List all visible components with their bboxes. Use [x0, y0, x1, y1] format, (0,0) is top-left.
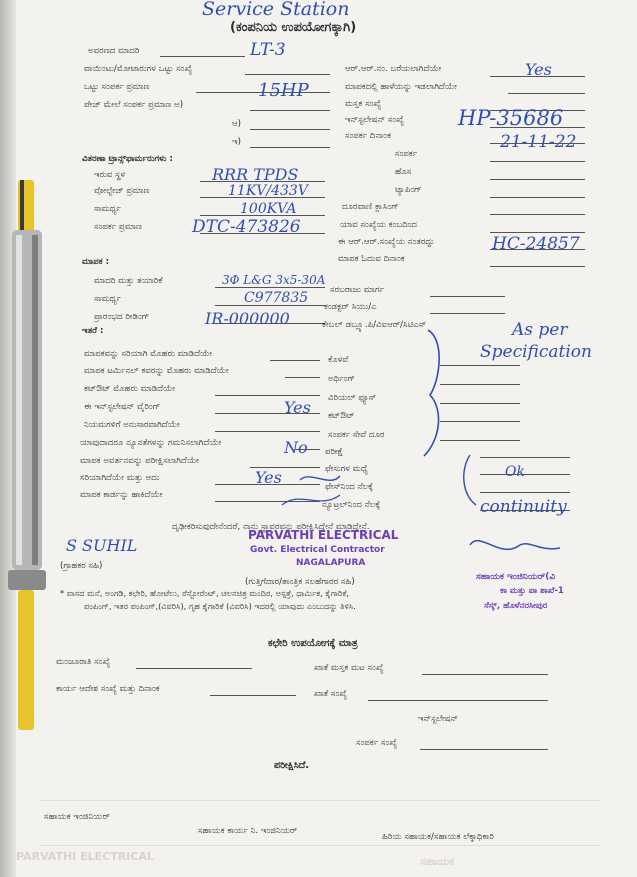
label-meter-reading-date: ಮಾಪಕ ಓದುವ ದಿನಾಂಕ — [338, 254, 405, 264]
label-total-load: ವಾಯಿಂಟು/ಮೋಟಾರುಗಳ ಒಟ್ಟು ಸಂಖ್ಯೆ — [84, 64, 193, 74]
bracket-mark-2 — [464, 455, 476, 505]
label-tariff: ಅವರಣದ ಮಾದರಿ — [88, 46, 140, 56]
note-line-2: ಪಂಪಿಂಗ್, ಇತರ ಪಂಪಿಂಗ್,(ವಿವರಿಸಿ), ಗೃಹ ಕೈಗಾರಿಕೆ (ವಿವರಿಸಿ) ಇದರಲ್ಲಿ ಯಾವುದು ಎಂಬುದನ್ನು ತಿಳಿಸಿ. — [84, 601, 356, 611]
label-conductor: ಕಂಡಕ್ಟರ್ ಸಿಯು/ಎ — [324, 302, 377, 312]
label-q8: ಸರಿಯಾಗಿದೆಯೇ ಮತ್ತು ಅದು — [80, 473, 160, 483]
label-q4: ಈ ಇನ್‌ಸ್ಟಲೇಷನ್ ವೈರಿಂಗ್ — [84, 402, 161, 412]
ghost-kannada-text: ಸಹಾಯಕ — [420, 855, 455, 868]
engineer-signature-scribble — [470, 541, 560, 550]
label-phase-b: ಆ) — [232, 119, 242, 129]
pen-object — [4, 180, 50, 740]
label-meter-make: ಮಾದರಿ ಮತ್ತು ತಯಾರಿಕೆ — [94, 276, 163, 286]
label-connection: ಸಂಪರ್ಕ — [395, 149, 418, 159]
label-cutout: ಕಟ್‌ಔಟ್ — [328, 411, 355, 421]
label-phone-line: ದೂರವಾಣಿ ಕ್ಲಾಸಿಂಗ್ — [342, 202, 399, 212]
label-meter-seal: ಮಾಪಕದಲ್ಲಿ ಹಾಳೆಯನ್ನು ಇಡಲಾಗಿದೆಯೇ — [345, 82, 457, 92]
stamp-line-1: PARVATHI ELECTRICAL — [248, 528, 399, 542]
hw-initial-reading: IR-000000 — [205, 309, 290, 328]
hw-connection-date: 21-11-22 — [500, 132, 577, 152]
label-q9: ಮಾಪಕ ಕಾರ್ಡನ್ನು ಹಾಕಿದೆಯೇ — [80, 490, 163, 500]
label-neutral-earth: ನ್ಯೂಟ್ರಲ್‌ನಿಂದ ನೆಲಕ್ಕೆ — [322, 500, 381, 510]
label-account-number: ಖಾತೆ ಸಂಖ್ಯೆ — [314, 689, 348, 699]
stamp-line-3: NAGALAPURA — [296, 558, 366, 568]
label-location: ಇರುವ ಸ್ಥಳ — [94, 170, 126, 180]
form-title: (ಕಂಪನಿಯ ಉಪಯೋಗಕ್ಕಾಗಿ) — [230, 20, 357, 35]
hw-installation-number: HP-35686 — [458, 106, 564, 130]
hw-connection-rating: DTC-473826 — [192, 217, 301, 237]
label-service-distance: ಸಂಪರ್ಕ ಸೇವೆ ದೂರ — [328, 430, 385, 440]
hw-voltage: 11KV/433V — [228, 183, 308, 199]
hw-capacity: 100KVA — [240, 201, 297, 217]
hw-specification: Specification — [480, 342, 592, 362]
label-which-pole: ಯಾವ ಸಂಖ್ಯೆಯ ಕಂಬದಿಂದ — [340, 220, 417, 230]
transformer-heading: ವಿತರಣಾ ಟ್ರಾನ್ಸ್‌ಫಾರ್ಮರುಗಳು : — [82, 154, 173, 164]
handwritten-service-station: Service Station — [202, 0, 350, 20]
label-phase-c: ಇ) — [232, 137, 241, 147]
label-meter-capacity: ಸಾಮರ್ಥ್ಯ — [94, 294, 121, 304]
hw-meter-capacity: C977835 — [244, 290, 309, 306]
label-q1: ಮಾಪಕವನ್ನು ಸರಿಯಾಗಿ ಮೊಹರು ಮಾಡಿದೆಯೇ — [84, 349, 213, 359]
hw-tariff: LT-3 — [250, 40, 286, 60]
checked-label: ಪರೀಕ್ಷಿಸಿದೆ. — [274, 760, 309, 771]
label-phase-a: ಪೇಜ್ ಮೇಲೆ ಸಂಪರ್ಕ ಪ್ರಮಾಣ ಅ) — [84, 100, 184, 110]
pen-shadow — [32, 235, 38, 565]
hw-ok: Ok — [505, 464, 525, 480]
label-q3: ಕಟ್‌ಔಟ್ ಮೊಹರು ಮಾಡಿದೆಯೇ — [84, 384, 176, 394]
hw-after-rr: HC-24857 — [492, 234, 580, 254]
label-voltage: ವೋಲ್ಟೇಜ್ ಪ್ರಮಾಣ — [94, 186, 150, 196]
label-book-number: ಮಸ್ತಕ ಸಂಖ್ಯೆ — [345, 99, 382, 109]
label-total-connected-load: ಒಟ್ಟು ಸಂಪರ್ಕ ಪ್ರಮಾಣ — [84, 82, 150, 92]
pen-highlight — [16, 235, 22, 565]
hw-consumer-signature: S SUHIL — [66, 536, 138, 555]
label-new: ಹೊಸ — [395, 167, 412, 177]
label-q7: ಮಾಪಕ ಅವರ್ತನವನ್ನು ಪರೀಕ್ಷಿಸಲಾಗಿದೆಯೇ — [80, 456, 199, 466]
note-line-1: * ವಾಸದ ಮನೆ, ಅಂಗಡಿ, ಕಛೇರಿ, ಹೋಟೆಲು, ರೆಸ್ಟೋರೆಂಟ್, ಚಲನಚಿತ್ರ ಮಂದಿರ, ಅಸ್ಪತ್ರೆ, ಧಾರ್ಮಿಕ, ಕೈಗಾರಿಕೆ, — [60, 588, 349, 598]
label-q5: ನಿಯಮಗಳಿಗೆ ಅನುಸಾರವಾಗಿದೆಯೇ — [84, 420, 180, 430]
label-q2: ಮಾಪಕ ಟರ್ಮಿನಲ್ ಕವರನ್ನು ಮೊಹರು ಮಾಡಿದೆಯೇ — [84, 366, 229, 376]
hw-total-load: 15HP — [258, 80, 309, 101]
label-test: ಪರೀಕ್ಷೆ — [325, 447, 344, 457]
hw-meter-yes: Yes — [255, 468, 282, 487]
label-between-phases: ಫೇಸುಗಳ ಮಧ್ಯೆ — [325, 464, 368, 474]
engineer-stamp-line-3: ಸೆಸ್ಕ್, ಹೊಳೆನರಸೀಪುರ — [484, 601, 548, 611]
label-fuse: ವಿರಿಯಲ್ ಫ್ಯೂಸ್ — [328, 393, 377, 403]
hw-defects-no: No — [284, 438, 308, 457]
label-work-order: ಕಾರ್ಯ ಆದೇಶ ಸಂಖ್ಯೆ ಮತ್ತು ದಿನಾಂಕ — [56, 684, 160, 694]
label-connection-rating: ಸಂಪರ್ಕ ಪ್ರಮಾಣ — [94, 222, 143, 232]
engineer-stamp-line-1: ಸಹಾಯಕ ಇಂಜಿನಿಯರ್(ವಿ — [476, 572, 556, 582]
label-q6: ಯಾವುದಾದರೂ ನ್ಯೂನತೆಗಳನ್ನು ಗಮನಿಸಲಾಗಿದೆಯೇ — [80, 438, 222, 448]
hw-wiring-yes: Yes — [284, 398, 311, 417]
consumer-signature-label: (ಗ್ರಾಹಕರ ಸಹಿ) — [60, 561, 103, 571]
label-installation-number: ಇನ್‌ಸ್ಟಲೇಷನ್ ಸಂಖ್ಯೆ — [345, 115, 405, 125]
pen-clip-base — [8, 570, 46, 590]
label-rr-number: ಆರ್.ಆರ್.ನಂ. ಬರೆಯಲಾಗಿದೆಯೇ — [345, 64, 442, 74]
contractor-signature-label: (ಗುತ್ತಿಗೆದಾರ/ತಾಂತ್ರಿಕ ಸಲಹೆಗಾರರ ಸಹಿ) — [245, 577, 355, 587]
label-phase-earth: ಫೇಸ್‌ನಿಂದ ನೆಲಕ್ಕೆ — [325, 482, 373, 492]
office-use-heading: ಕಛೇರಿ ಉಪಯೋಗಕ್ಕೆ ಮಾತ್ರ — [268, 638, 358, 649]
curly-bracket-mark — [424, 330, 439, 456]
yes-scribble — [282, 495, 340, 505]
hw-as-per: As per — [512, 320, 568, 340]
label-tapping: ಟ್ಯಾಪಿಂಗ್ — [395, 185, 422, 195]
hw-location: RRR TPDS — [212, 165, 299, 184]
label-sanction-number: ಮಂಜೂರಾತಿ ಸಂಖ್ಯೆ — [56, 657, 111, 667]
meter-heading: ಮಾಪಕ : — [82, 257, 110, 267]
hw-rr-yes: Yes — [525, 60, 552, 79]
declaration-text: ದೃಢೀಕರಿಸುವುದೇನೆಂದರೆ, ನಾನು ಸ್ಥಾವರವನ್ನು ಪರೀಕ್ಷಿಸಿದ್ದೇನೆ ಮಾಡಿದ್ದೇನೆ. — [172, 522, 370, 532]
ghost-stamp-text: PARVATHI ELECTRICAL — [16, 850, 154, 863]
sig-accounts-officer: ಹಿರಿಯ ಸಹಾಯಕ/ಸಹಾಯಕ ಲೆಕ್ಕಾಧಿಕಾರಿ — [382, 832, 494, 842]
sig-asst-engineer: ಸಹಾಯಕ ಇಂಜಿನಿಯರ್ — [44, 812, 110, 822]
label-initial-reading: ಪ್ರಾರಂಭದ ರೀಡಿಂಗ್ — [94, 312, 150, 322]
label-route: ಸರಬರಾಜು ಮಾರ್ಗ — [330, 285, 385, 295]
hw-continuity: continuity — [480, 497, 567, 517]
pen-tail — [18, 590, 34, 730]
hw-meter-make: 3Φ L&G 3x5-30A — [222, 273, 326, 287]
label-connection-number: ಸಂಪರ್ಕ ಸಂಖ್ಯೆ — [356, 738, 398, 748]
label-earthing: ಅರ್ಥಿಂಗ್ — [328, 374, 355, 384]
sig-asst-exec-engineer: ಸಹಾಯಕ ಕಾರ್ಯ ನಿ. ಇಂಜಿನಿಯರ್ — [198, 826, 298, 836]
label-capacity: ಸಾಮರ್ಥ್ಯ — [94, 204, 121, 214]
label-connection-date: ಸಂಪರ್ಕ ದಿನಾಂಕ — [345, 131, 391, 141]
label-after-rr: ಈ ಆರ್.ಆರ್.ಸಂಖ್ಯೆಯ ನಂತರದ್ದು — [338, 237, 435, 247]
stamp-line-2: Govt. Electrical Contractor — [250, 545, 385, 555]
engineer-stamp-line-2: ಕಾ ಮತ್ತು ಪಾ ಶಾಖೆ-1 — [500, 586, 564, 596]
label-installation: ಇನ್‌ಸ್ಟಲೇಷನ್ — [418, 714, 459, 724]
label-cable: ಕೇಬಲ್ ಡಬ್ಲ್ಯೂ.ಪಿ/ವಿಐಆರ್/ಸಿಟಿಎಸ್ — [322, 320, 427, 330]
scribble-mark — [300, 476, 340, 480]
label-pole: ಕೊಳವೆ — [328, 355, 349, 365]
others-heading: ಇತರೆ : — [82, 326, 104, 336]
label-ledger-page: ಖಾತೆ ಮಸ್ತಕ ಮಟ ಸಂಖ್ಯೆ — [314, 663, 384, 673]
